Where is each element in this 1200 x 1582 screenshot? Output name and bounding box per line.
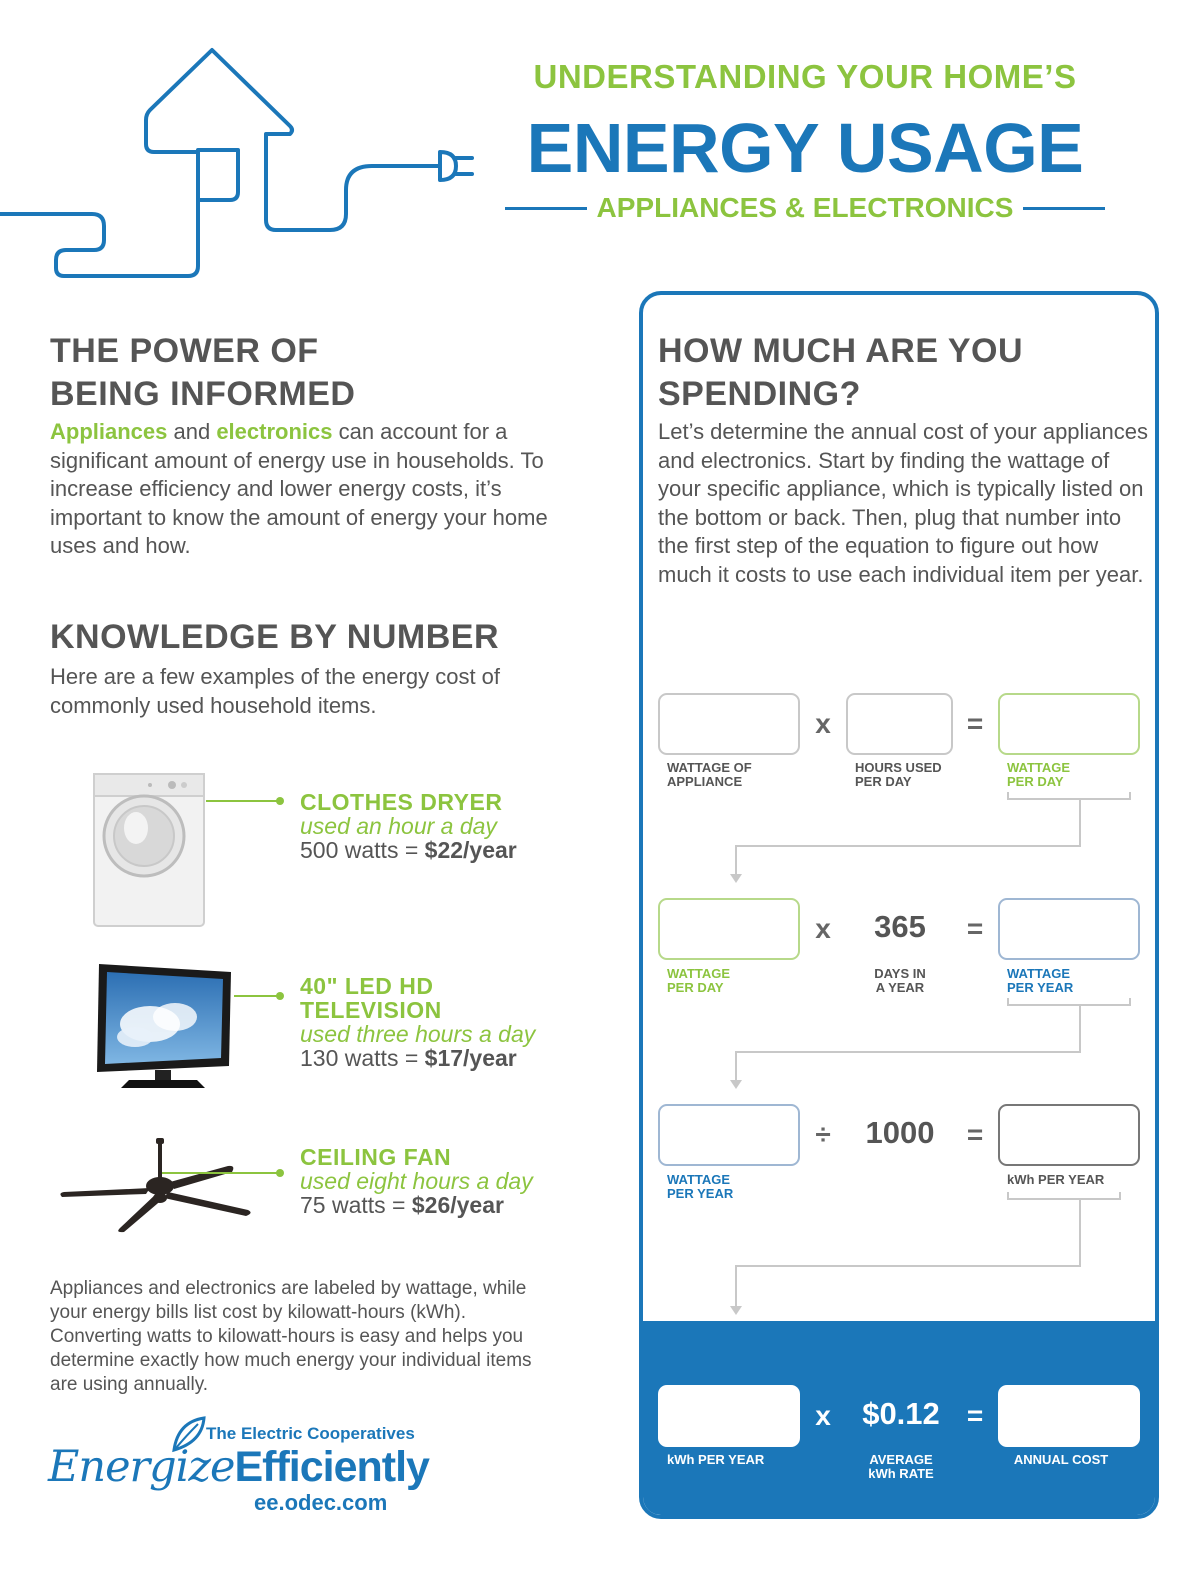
clothes-dryer-image	[92, 772, 206, 928]
television-image	[95, 962, 235, 1092]
item-title: CEILING FAN	[300, 1144, 452, 1170]
card-intro: Let’s determine the annual cost of your appliances and electronics. Start by finding the wattage of your specific appliance, which is typically listed on the bottom or back. Then, plug that number into the first step of the equation to figure out how much it costs to use each individual item per year.	[658, 419, 1149, 587]
header-subtitle: UNDERSTANDING YOUR HOME’S	[533, 58, 1077, 95]
heading-line: BEING INFORMED	[50, 375, 356, 413]
tagline-rule-left	[505, 207, 587, 210]
house-plug-icon	[0, 40, 480, 285]
highlight-word: Appliances	[50, 419, 168, 444]
label-line: AVERAGE	[869, 1452, 933, 1467]
item-cost	[300, 1193, 590, 1217]
wattage-of-appliance-input[interactable]	[658, 693, 800, 755]
cost-value: $17/year	[424, 1045, 517, 1071]
flow-arrow-icon	[730, 1080, 742, 1089]
item-title-line: 40" LED HD	[300, 973, 434, 999]
divide-operator: ÷	[815, 1119, 831, 1150]
item-title-line: TELEVISION	[300, 997, 442, 1023]
item-cost	[300, 1046, 590, 1070]
label-wattage-of-appliance	[667, 761, 752, 789]
label-line: PER YEAR	[667, 1186, 734, 1201]
flow-line	[735, 1051, 737, 1081]
item-cost	[300, 838, 590, 862]
label-kwh-per-year: kWh PER YEAR	[667, 1452, 765, 1467]
label-line: WATTAGE OF	[667, 760, 752, 775]
connector-line	[206, 800, 280, 802]
label-kwh-per-year: kWh PER YEAR	[1007, 1172, 1105, 1187]
result-bracket	[1007, 792, 1131, 800]
label-line: APPLIANCE	[667, 774, 743, 789]
flow-arrow-icon	[730, 1306, 742, 1315]
heading-line: HOW MUCH ARE YOU	[658, 332, 1023, 370]
flow-line	[735, 1265, 737, 1307]
text-fragment: can account for a significant amount of energy use in households. To increase efficiency and lower energy costs, it’s important to know the amount of energy your home uses and how.	[50, 419, 548, 559]
equals-operator: =	[966, 708, 984, 739]
label-line: PER YEAR	[1007, 980, 1074, 995]
label-line: HOURS USED	[855, 760, 942, 775]
multiply-operator: x	[815, 913, 831, 944]
flow-arrow-icon	[730, 874, 742, 883]
equals-operator: =	[966, 1400, 984, 1431]
item-title: CLOTHES DRYER	[300, 789, 503, 815]
section-heading: KNOWLEDGE BY NUMBER	[50, 618, 499, 656]
multiply-operator: x	[815, 708, 831, 739]
connector-line	[234, 995, 280, 997]
label-wattage-per-day	[667, 967, 730, 995]
result-bracket	[1007, 1192, 1121, 1200]
header-tagline-row	[505, 192, 1105, 224]
flow-line	[1079, 1200, 1081, 1266]
flow-line	[1079, 1006, 1081, 1052]
average-rate-value: $0.12	[862, 1396, 940, 1431]
flow-line	[735, 845, 1081, 847]
cost-prefix: 500 watts =	[300, 837, 425, 863]
label-line: WATTAGE	[1007, 966, 1071, 981]
logo-word-bold: Efficiently	[234, 1443, 429, 1491]
logo-url: ee.odec.com	[254, 1490, 388, 1515]
label-days-in-year	[850, 967, 950, 995]
item-television	[300, 974, 590, 1070]
heading-line: THE POWER OF	[50, 332, 319, 370]
cost-value: $26/year	[411, 1192, 504, 1218]
label-annual-cost: ANNUAL COST	[1013, 1452, 1109, 1467]
label-wattage-per-day	[1007, 761, 1070, 789]
flow-line	[735, 845, 737, 875]
label-line: PER DAY	[1007, 774, 1064, 789]
footer-note: Appliances and electronics are labeled by wattage, while your energy bills list cost by kilowatt-hours (kWh). Converting watts to kilowatt-hours is easy and helps you determine exactly how much energy your individual items are using annually.	[50, 1278, 532, 1395]
hours-used-per-day-input[interactable]	[846, 693, 953, 755]
label-wattage-per-year	[1007, 967, 1073, 995]
annual-cost-result[interactable]	[998, 1385, 1140, 1447]
connector-dot	[276, 1169, 284, 1177]
item-ceiling-fan	[300, 1145, 590, 1217]
cost-prefix: 130 watts =	[300, 1045, 425, 1071]
item-usage: used three hours a day	[300, 1021, 536, 1047]
kwh-per-year-result[interactable]	[998, 1104, 1140, 1166]
connector-line	[162, 1172, 280, 1174]
section-knowledge-by-number	[50, 616, 570, 720]
calculator-intro	[658, 330, 1148, 590]
equals-operator: =	[966, 1119, 984, 1150]
cost-value: $22/year	[424, 837, 517, 863]
wattage-per-year-result[interactable]	[998, 898, 1140, 960]
label-line: WATTAGE	[667, 966, 731, 981]
text-fragment: and	[167, 419, 217, 444]
flow-line	[1079, 800, 1081, 846]
heading-line: SPENDING?	[658, 375, 861, 413]
wattage-per-year-input[interactable]	[658, 1104, 800, 1166]
label-line: PER DAY	[667, 980, 724, 995]
label-line: A YEAR	[875, 980, 925, 995]
section-power-of-informed	[50, 330, 570, 561]
header-tagline: APPLIANCES & ELECTRONICS	[596, 192, 1014, 223]
days-in-year-value: 365	[874, 909, 926, 944]
flow-line	[735, 1265, 1081, 1267]
label-line: PER DAY	[855, 774, 912, 789]
result-bracket	[1007, 998, 1131, 1006]
flow-line	[735, 1051, 1081, 1053]
multiply-operator: x	[815, 1400, 831, 1431]
section-paragraph	[50, 418, 570, 561]
tagline-rule-right	[1023, 207, 1105, 210]
label-line: DAYS IN	[874, 966, 926, 981]
section-intro: Here are a few examples of the energy cost of commonly used household items.	[50, 664, 501, 718]
item-usage: used eight hours a day	[300, 1168, 533, 1194]
card-heading	[658, 330, 1148, 416]
equals-operator: =	[966, 913, 984, 944]
label-hours-used-per-day	[855, 761, 942, 789]
item-usage: used an hour a day	[300, 813, 497, 839]
label-average-kwh-rate	[846, 1453, 956, 1481]
label-line: WATTAGE	[1007, 760, 1071, 775]
cost-prefix: 75 watts =	[300, 1192, 412, 1218]
highlight-word: electronics	[216, 419, 333, 444]
logo-tagline: The Electric Cooperatives	[206, 1424, 415, 1443]
ceiling-fan-image	[58, 1136, 258, 1236]
section-heading	[50, 330, 570, 416]
connector-dot	[276, 992, 284, 1000]
logo-word-script: Energize	[48, 1442, 235, 1492]
wattage-per-day-input[interactable]	[658, 898, 800, 960]
item-clothes-dryer	[300, 790, 590, 862]
divisor-value: 1000	[865, 1115, 935, 1150]
label-wattage-per-year	[667, 1173, 733, 1201]
kwh-per-year-input[interactable]	[658, 1385, 800, 1447]
logo-wordmark	[48, 1442, 429, 1492]
label-line: WATTAGE	[667, 1172, 731, 1187]
label-line: kWh RATE	[868, 1466, 934, 1481]
connector-dot	[276, 797, 284, 805]
header-title: ENERGY USAGE	[526, 109, 1084, 187]
wattage-per-day-result[interactable]	[998, 693, 1140, 755]
